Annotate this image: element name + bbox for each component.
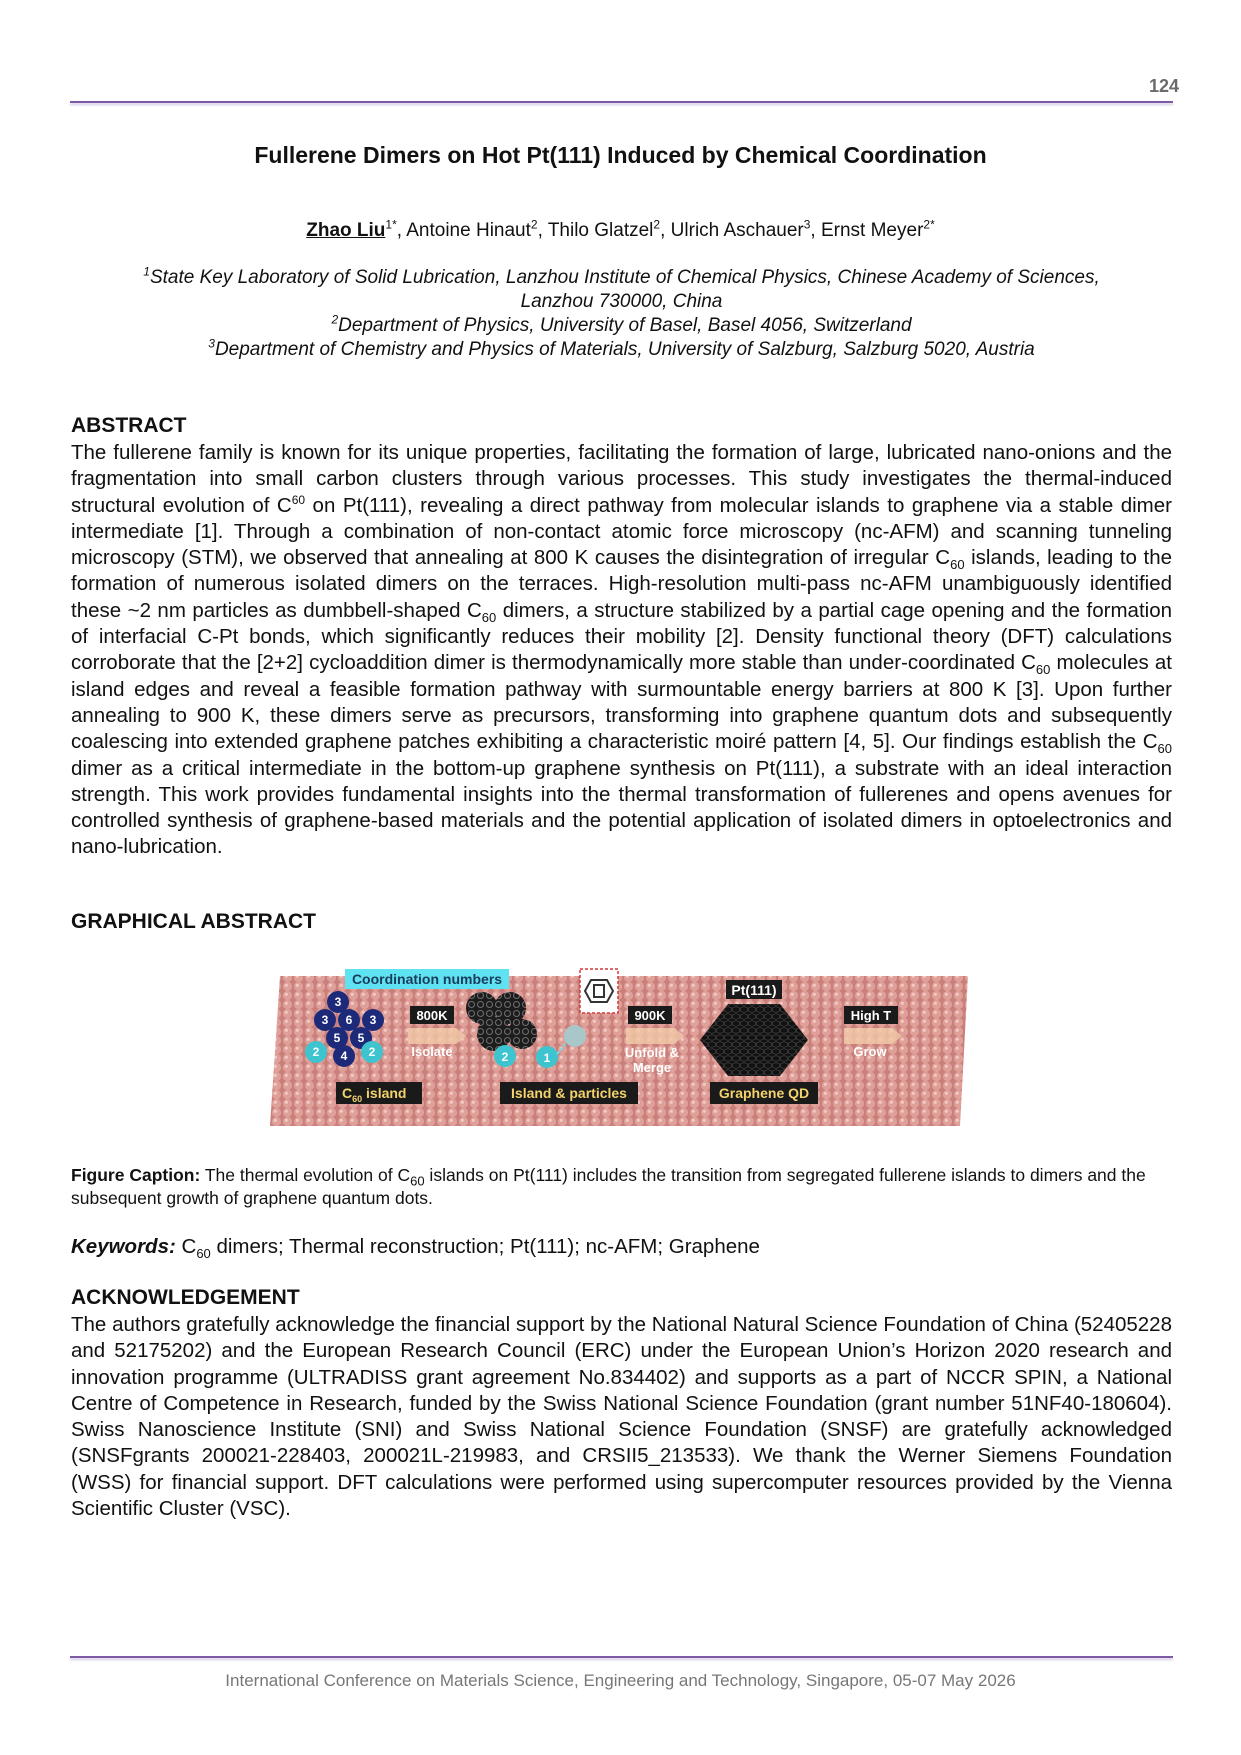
arrow-isolate bbox=[408, 1028, 466, 1044]
coordination-number: 2 bbox=[501, 1050, 509, 1064]
abstract-sub: 60 bbox=[950, 557, 965, 573]
label-900k: 900K bbox=[634, 1008, 666, 1023]
arrow-unfold-merge bbox=[626, 1028, 684, 1044]
coordination-number: 1 bbox=[543, 1051, 551, 1065]
header-rule bbox=[70, 101, 1173, 103]
abstract-sub: 60 bbox=[1035, 662, 1051, 678]
author: Thilo Glatzel bbox=[547, 220, 654, 241]
keywords-sub: 60 bbox=[196, 1246, 211, 1262]
acknowledgement-heading: ACKNOWLEDGEMENT bbox=[71, 1286, 300, 1309]
abstract-text: islands, leading to the formation of numerous isolated dimers on the terraces. High-resolution multi-pass nc-AFM unambiguously identified these ~2 nm particles as dumbbell-shaped C bbox=[71, 546, 1172, 622]
coordination-number: 3 bbox=[369, 1013, 377, 1027]
author: Antoine Hinaut bbox=[406, 220, 531, 241]
label-hight: High T bbox=[850, 1008, 892, 1023]
abstract-text: dimers, a structure stabilized by a partial cage opening and the formation of interfacial C-Pt bonds, which significantly reduces their mobility [2]. Density functional theory (DFT) calculations corroborate that the [2+2] cycloaddition dimer is thermodynamically more stable than under-coordinated C bbox=[71, 598, 1172, 675]
label-isolate: Isolate bbox=[411, 1044, 453, 1059]
abstract-sup: 60 bbox=[291, 492, 306, 507]
label-unfold: Unfold & bbox=[624, 1045, 680, 1060]
footer-rule bbox=[70, 1656, 1173, 1658]
affiliation-text: State Key Laboratory of Solid Lubrication, Lanzhou Institute of Chemical Physics, Chinese Academy of Sciences, bbox=[149, 267, 1100, 288]
keywords-text: C bbox=[175, 1235, 197, 1258]
abstract-text: molecules at island edges and reveal a feasible formation pathway with surmountable energy barriers at 800 K [3]. Upon further annealing to 900 K, these dimers serve as precursors, transforming into graphene quantum dots and subsequently coalescing into extended graphene patches exhibiting a characteristic moiré pattern [4, 5]. Our findings establish the C bbox=[71, 651, 1172, 754]
coordination-number: 6 bbox=[345, 1013, 353, 1027]
label-pt: Pt(111) bbox=[731, 982, 777, 998]
paper-title: Fullerene Dimers on Hot Pt(111) Induced by Chemical Coordination bbox=[254, 142, 987, 168]
presenting-author: Zhao Liu bbox=[306, 220, 386, 241]
arrow-grow bbox=[844, 1028, 902, 1044]
abstract-text: dimer as a critical intermediate in the bottom-up graphene synthesis on Pt(111), a substrate with an ideal interaction strength. This work provides fundamental insights into the thermal transformation of fullerenes and opens avenues for controlled synthesis of graphene-based materials and the potential application of isolated dimers in optoelectronics and nano-lubrication. bbox=[71, 756, 1172, 859]
author-list: Zhao Liu$^{1*}$, Antoine Hinaut$^2$, Thilo Glatzel$^2$, Ulrich Aschauer$^3$, Ernst Meyer$^{2*}$ bbox=[306, 217, 935, 241]
keywords bbox=[71, 1235, 760, 1262]
affiliation-sup: 1 bbox=[143, 264, 150, 279]
coordination-number: 4 bbox=[340, 1049, 348, 1063]
acknowledgement-body: The authors gratefully acknowledge the financial support by the National Natural Science Foundation of China (52405228 and 52175202) and the European Research Council (ERC) under the European Union’s Horizon 2020 research and innovation programme (ULTRADISS grant agreement No.834402) and supports as a part of NCCR SPIN, a National Centre of Competence in Research, funded by the Swiss National Science Foundation (grant number 51NF40-180604). Swiss Nanoscience Institute (SNI) and Swiss National Science Foundation (SNSF) are gratefully acknowledged (SNSFgrants 200021-228403, 200021L-219983, and CRSII5_213533). We thank the Werner Siemens Foundation (WSS) for financial support. DFT calculations were performed using supercomputer resources provided by the Vienna Scientific Cluster (VSC). bbox=[71, 1313, 1172, 1521]
author: Ernst Meyer bbox=[820, 220, 924, 241]
dimer-inset bbox=[580, 969, 618, 1013]
author-sup: 2 bbox=[653, 217, 661, 232]
affiliation-sup: 3 bbox=[208, 336, 215, 351]
coordination-label: Coordination numbers bbox=[351, 971, 503, 987]
affiliation-text: Department of Physics, University of Basel, Basel 4056, Switzerland bbox=[338, 315, 912, 336]
keywords-label: Keywords: bbox=[71, 1235, 176, 1258]
label-merge: Merge bbox=[632, 1060, 672, 1075]
abstract-body bbox=[71, 440, 1172, 861]
affiliation-text: Lanzhou 730000, China bbox=[520, 291, 723, 312]
coordination-number: 2 bbox=[312, 1045, 320, 1059]
abstract-sub: 60 bbox=[481, 609, 497, 625]
c60-island-label: $C_{60}$ island bbox=[342, 1085, 407, 1104]
caption-label: Figure Caption: bbox=[71, 1165, 201, 1185]
coordination-number: 2 bbox=[368, 1045, 376, 1059]
author-sup: 2* bbox=[923, 217, 935, 232]
keywords-text: dimers; Thermal reconstruction; Pt(111); nc-AFM; Graphene bbox=[210, 1235, 760, 1258]
author-sup: 2 bbox=[530, 217, 538, 232]
author-sup: 1* bbox=[385, 217, 397, 232]
coordination-number: 5 bbox=[357, 1031, 365, 1045]
graphene-qd-label: Graphene QD bbox=[718, 1085, 810, 1101]
author-sup: 3 bbox=[803, 217, 811, 232]
abstract-heading: ABSTRACT bbox=[71, 414, 187, 437]
island-particles-label: Island & particles bbox=[511, 1085, 627, 1101]
affiliation-sup: 2 bbox=[331, 312, 339, 327]
graphical-abstract-figure bbox=[260, 964, 980, 1136]
affiliation-2 bbox=[70, 314, 1173, 338]
coordination-number: 3 bbox=[334, 995, 342, 1009]
figure-caption bbox=[71, 1164, 1172, 1210]
caption-text: The thermal evolution of C bbox=[200, 1165, 411, 1185]
page-number: 124 bbox=[1148, 76, 1179, 96]
affiliation-1 bbox=[70, 266, 1173, 314]
abstract-text: on Pt(111), revealing a direct pathway from molecular islands to graphene via a stable dimer intermediate [1]. Through a combination of non-contact atomic force microscopy (nc-AFM) and scanning tunneling microscopy (STM), we observed that annealing at 800 K causes the disintegration of irregular C bbox=[71, 493, 1172, 570]
graphical-abstract-svg bbox=[260, 964, 980, 1136]
label-grow: Grow bbox=[853, 1044, 887, 1059]
affiliation-text: Department of Chemistry and Physics of Materials, University of Salzburg, Salzburg 5020, Austria bbox=[214, 339, 1035, 360]
caption-text: islands on Pt(111) includes the transition from segregated fullerene islands to dimers and the subsequent growth of graphene quantum dots. bbox=[71, 1165, 1146, 1208]
abstract-sub: 60 bbox=[1157, 741, 1172, 757]
coordination-number: 5 bbox=[333, 1031, 341, 1045]
caption-sub: 60 bbox=[410, 1173, 425, 1189]
footer-text: International Conference on Materials Science, Engineering and Technology, Singapore, 05-07 May 2026 bbox=[225, 1671, 1016, 1690]
affiliation-3 bbox=[70, 338, 1173, 362]
author: Ulrich Aschauer bbox=[670, 220, 804, 241]
graphical-abstract-heading: GRAPHICAL ABSTRACT bbox=[71, 910, 316, 933]
abstract-text: The fullerene family is known for its unique properties, facilitating the formation of large, lubricated nano-onions and the fragmentation into small carbon clusters through various processes. This study investigates the thermal-induced structural evolution of C bbox=[71, 441, 1172, 517]
label-800k: 800K bbox=[416, 1008, 448, 1023]
coordination-number: 3 bbox=[321, 1013, 329, 1027]
